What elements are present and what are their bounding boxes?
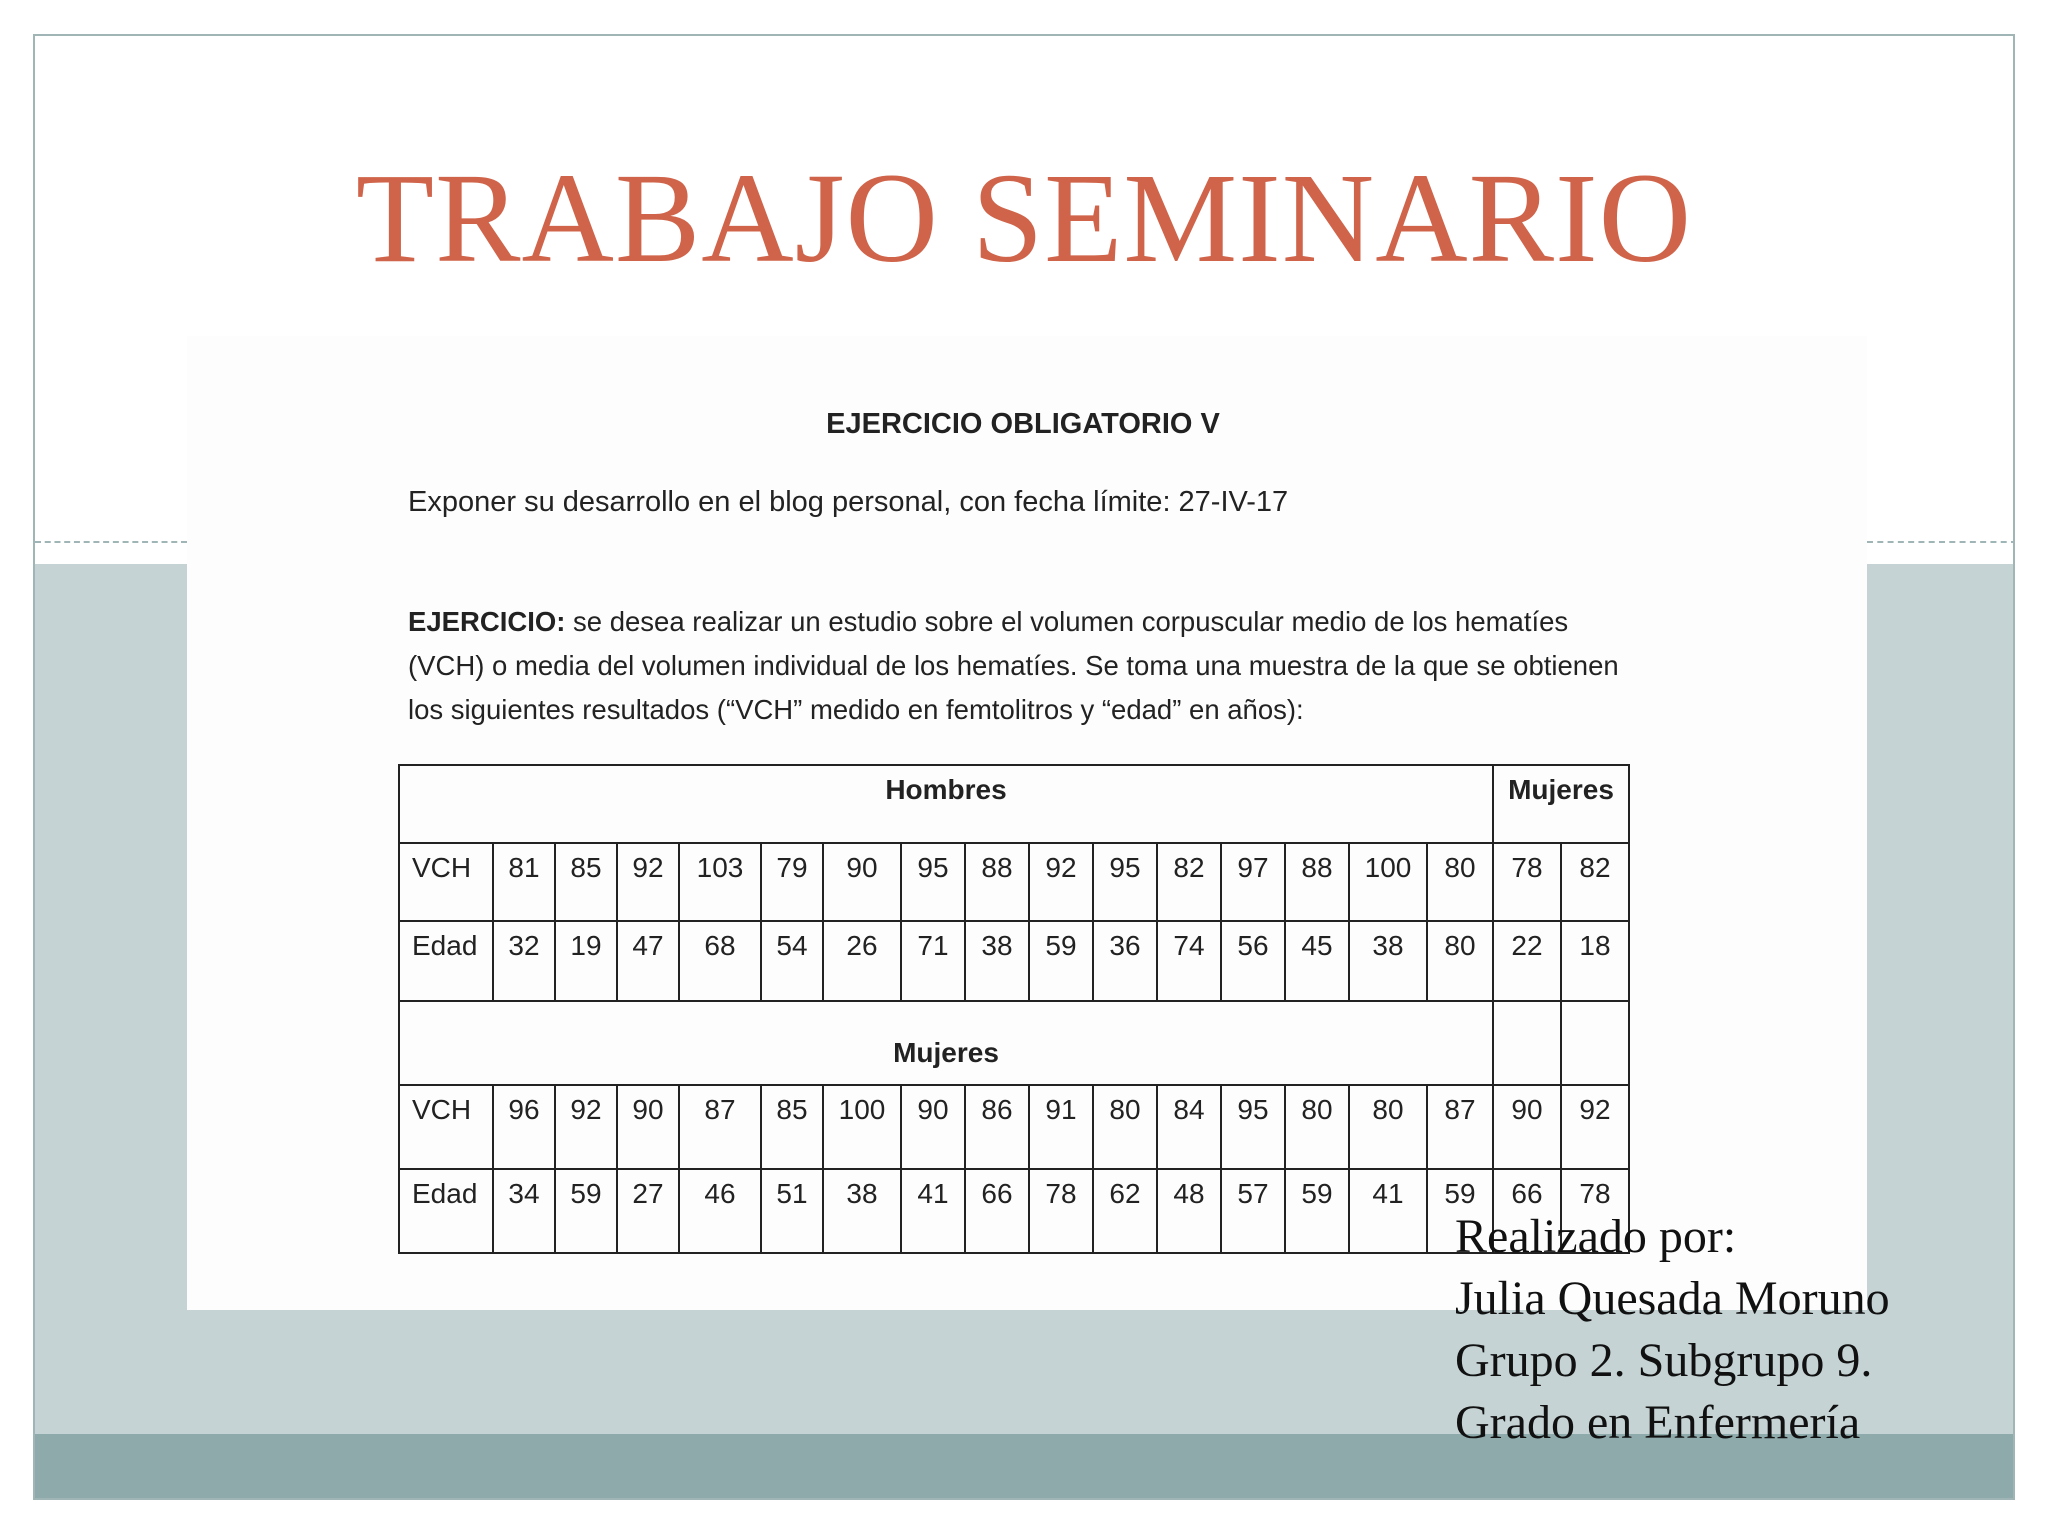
table-cell: 38 bbox=[823, 1169, 901, 1253]
table-cell: 47 bbox=[617, 921, 679, 1001]
table-cell: 84 bbox=[1157, 1085, 1221, 1169]
row-label-edad: Edad bbox=[399, 1169, 493, 1253]
table-cell: 103 bbox=[679, 843, 761, 921]
exercise-heading: EJERCICIO OBLIGATORIO V bbox=[826, 408, 1220, 440]
table-cell: 71 bbox=[901, 921, 965, 1001]
table-row bbox=[399, 843, 1629, 921]
dashed-divider-right bbox=[1867, 541, 2015, 543]
data-table bbox=[398, 764, 1630, 1254]
table-cell: 91 bbox=[1029, 1085, 1093, 1169]
table-cell: 95 bbox=[901, 843, 965, 921]
exercise-label: EJERCICIO: bbox=[408, 606, 566, 637]
row-label-vch: VCH bbox=[399, 1085, 493, 1169]
table-cell: 66 bbox=[1493, 1169, 1561, 1253]
table-cell: 41 bbox=[901, 1169, 965, 1253]
table-cell: 46 bbox=[679, 1169, 761, 1253]
table-row bbox=[399, 1169, 1629, 1253]
table-cell: 92 bbox=[1029, 843, 1093, 921]
table-cell: 81 bbox=[493, 843, 555, 921]
table-cell: 32 bbox=[493, 921, 555, 1001]
table-row bbox=[399, 921, 1629, 1001]
table-cell: 86 bbox=[965, 1085, 1029, 1169]
table-cell: 97 bbox=[1221, 843, 1285, 921]
table-cell: 41 bbox=[1349, 1169, 1427, 1253]
table-cell: 100 bbox=[1349, 843, 1427, 921]
row-label-edad: Edad bbox=[399, 921, 493, 1001]
slide bbox=[33, 34, 2015, 1500]
table-cell: 90 bbox=[823, 843, 901, 921]
table-cell: 80 bbox=[1349, 1085, 1427, 1169]
table-cell: 90 bbox=[901, 1085, 965, 1169]
credits-degree: Grado en Enfermería bbox=[1455, 1396, 1861, 1449]
table-cell: 57 bbox=[1221, 1169, 1285, 1253]
table-cell: 92 bbox=[1561, 1085, 1629, 1169]
table-cell: 96 bbox=[493, 1085, 555, 1169]
exercise-description bbox=[408, 600, 1628, 732]
group-label-women-extra: Mujeres bbox=[1493, 765, 1629, 843]
table-cell: 79 bbox=[761, 843, 823, 921]
table-cell: 66 bbox=[965, 1169, 1029, 1253]
table-cell: 87 bbox=[1427, 1085, 1493, 1169]
credits-author: Julia Quesada Moruno bbox=[1455, 1272, 1890, 1325]
author-credits bbox=[1455, 1206, 1890, 1454]
group-label-women: Mujeres bbox=[399, 1001, 1493, 1085]
table-cell: 22 bbox=[1493, 921, 1561, 1001]
empty-cell bbox=[1561, 1001, 1629, 1085]
table-cell: 80 bbox=[1427, 921, 1493, 1001]
row-label-vch: VCH bbox=[399, 843, 493, 921]
table-cell: 59 bbox=[1029, 921, 1093, 1001]
table-cell: 18 bbox=[1561, 921, 1629, 1001]
table-cell: 56 bbox=[1221, 921, 1285, 1001]
table-cell: 95 bbox=[1221, 1085, 1285, 1169]
table-header-row-men bbox=[399, 765, 1629, 843]
table-cell: 38 bbox=[1349, 921, 1427, 1001]
table-cell: 88 bbox=[965, 843, 1029, 921]
empty-cell bbox=[1493, 1001, 1561, 1085]
table-row bbox=[399, 1085, 1629, 1169]
table-cell: 51 bbox=[761, 1169, 823, 1253]
table-cell: 78 bbox=[1493, 843, 1561, 921]
table-cell: 68 bbox=[679, 921, 761, 1001]
table-cell: 38 bbox=[965, 921, 1029, 1001]
table-cell: 34 bbox=[493, 1169, 555, 1253]
table-cell: 80 bbox=[1285, 1085, 1349, 1169]
table-cell: 62 bbox=[1093, 1169, 1157, 1253]
table-cell: 80 bbox=[1093, 1085, 1157, 1169]
table-cell: 27 bbox=[617, 1169, 679, 1253]
slide-title: TRABAJO SEMINARIO bbox=[355, 147, 1693, 289]
dashed-divider-left bbox=[35, 541, 187, 543]
table-cell: 26 bbox=[823, 921, 901, 1001]
table-cell: 59 bbox=[555, 1169, 617, 1253]
document-image bbox=[187, 336, 1867, 1310]
table-cell: 54 bbox=[761, 921, 823, 1001]
table-cell: 90 bbox=[617, 1085, 679, 1169]
exercise-text: se desea realizar un estudio sobre el volumen corpuscular medio de los hematíes (VCH) o media del volumen individual de los hematíes. Se toma una muestra de la que se obtienen los siguientes resultados (“VCH” medido en femtolitros y “edad” en años): bbox=[408, 606, 1619, 725]
table-cell: 78 bbox=[1561, 1169, 1629, 1253]
table-cell: 19 bbox=[555, 921, 617, 1001]
table-cell: 95 bbox=[1093, 843, 1157, 921]
table-cell: 36 bbox=[1093, 921, 1157, 1001]
table-cell: 88 bbox=[1285, 843, 1349, 921]
deadline-text: Exponer su desarrollo en el blog personal, con fecha límite: 27-IV-17 bbox=[408, 486, 1289, 518]
table-cell: 85 bbox=[761, 1085, 823, 1169]
table-cell: 48 bbox=[1157, 1169, 1221, 1253]
table-cell: 78 bbox=[1029, 1169, 1093, 1253]
table-cell: 59 bbox=[1285, 1169, 1349, 1253]
credits-group: Grupo 2. Subgrupo 9. bbox=[1455, 1334, 1873, 1387]
table-header-row-women bbox=[399, 1001, 1629, 1085]
table-cell: 85 bbox=[555, 843, 617, 921]
group-label-men: Hombres bbox=[399, 765, 1493, 843]
table-cell: 92 bbox=[617, 843, 679, 921]
table-cell: 92 bbox=[555, 1085, 617, 1169]
table-cell: 90 bbox=[1493, 1085, 1561, 1169]
table-cell: 74 bbox=[1157, 921, 1221, 1001]
table-cell: 59 bbox=[1427, 1169, 1493, 1253]
table-cell: 80 bbox=[1427, 843, 1493, 921]
table-cell: 100 bbox=[823, 1085, 901, 1169]
table-cell: 82 bbox=[1157, 843, 1221, 921]
table-cell: 45 bbox=[1285, 921, 1349, 1001]
credits-line: Realizado por: bbox=[1455, 1210, 1737, 1263]
table-cell: 87 bbox=[679, 1085, 761, 1169]
table-cell: 82 bbox=[1561, 843, 1629, 921]
